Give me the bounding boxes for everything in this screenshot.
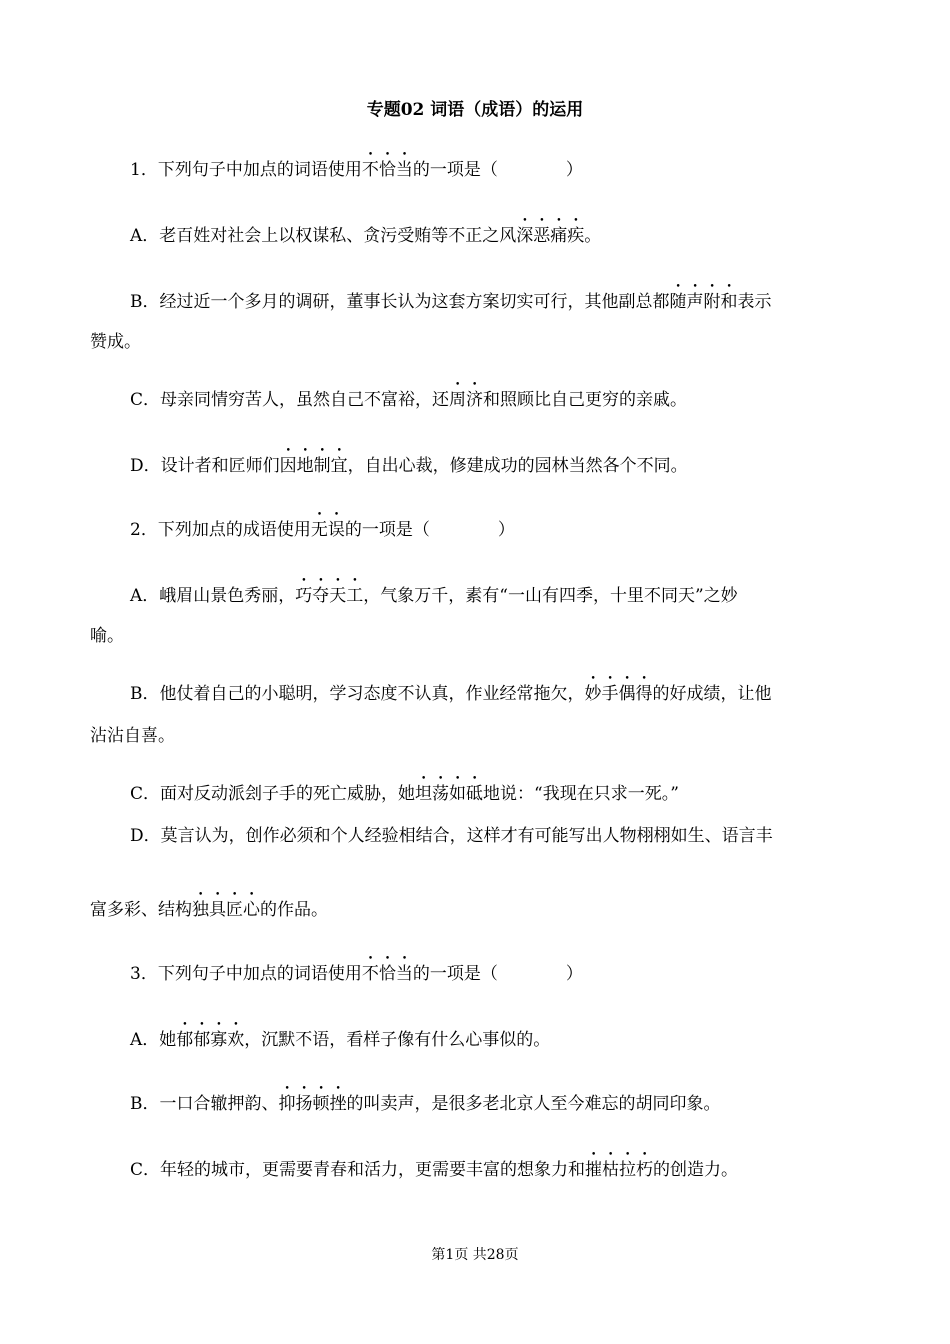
q2-option-b-cont: 沾沾自喜。 <box>90 726 175 746</box>
q3-option-a: A．她郁郁寡欢，沉默不语，看样子像有什么心事似的。 <box>130 1030 551 1050</box>
q1-option-a: A．老百姓对社会上以权谋私、贪污受贿等不正之风深恶痛疾。 <box>130 226 602 246</box>
q2-option-a-cont: 喻。 <box>90 626 124 646</box>
q3-option-c: C．年轻的城市，更需要青春和活力，更需要丰富的想象力和摧枯拉朽的创造力。 <box>130 1160 739 1180</box>
q1-option-b: B．经过近一个多月的调研，董事长认为这套方案切实可行，其他副总都随声附和表示 <box>130 292 772 312</box>
q1-option-c: C．母亲同情穷苦人，虽然自己不富裕，还周济和照顾比自己更穷的亲戚。 <box>130 390 688 410</box>
q1-option-d: D．设计者和匠师们因地制宜，自出心裁，修建成功的园林当然各个不同。 <box>130 456 688 476</box>
q2-option-c: C．面对反动派刽子手的死亡威胁，她坦荡如砥地说：“我现在只求一死。” <box>130 784 679 804</box>
q2-option-d: D．莫言认为，创作必须和个人经验相结合，这样才有可能写出人物栩栩如生、语言丰 <box>130 826 773 846</box>
q1-option-b-cont: 赞成。 <box>90 332 141 352</box>
q2-option-b: B．他仗着自己的小聪明，学习态度不认真，作业经常拖欠，妙手偶得的好成绩，让他 <box>130 684 772 704</box>
q1-stem: 1．下列句子中加点的词语使用不恰当的一项是（ ） <box>130 160 583 180</box>
page-footer: 第1页 共28页 <box>431 1247 519 1263</box>
page-title: 专题02 词语（成语）的运用 <box>366 100 584 120</box>
q3-stem: 3．下列句子中加点的词语使用不恰当的一项是（ ） <box>130 964 583 984</box>
q3-option-b: B．一口合辙押韵、抑扬顿挫的叫卖声，是很多老北京人至今难忘的胡同印象。 <box>130 1094 721 1114</box>
q2-option-d-cont: 富多彩、结构独具匠心的作品。 <box>90 900 328 920</box>
q2-stem: 2．下列加点的成语使用无误的一项是（ ） <box>130 520 515 540</box>
q2-option-a: A．峨眉山景色秀丽，巧夺天工，气象万千，素有“一山有四季，十里不同天”之妙 <box>130 586 738 606</box>
